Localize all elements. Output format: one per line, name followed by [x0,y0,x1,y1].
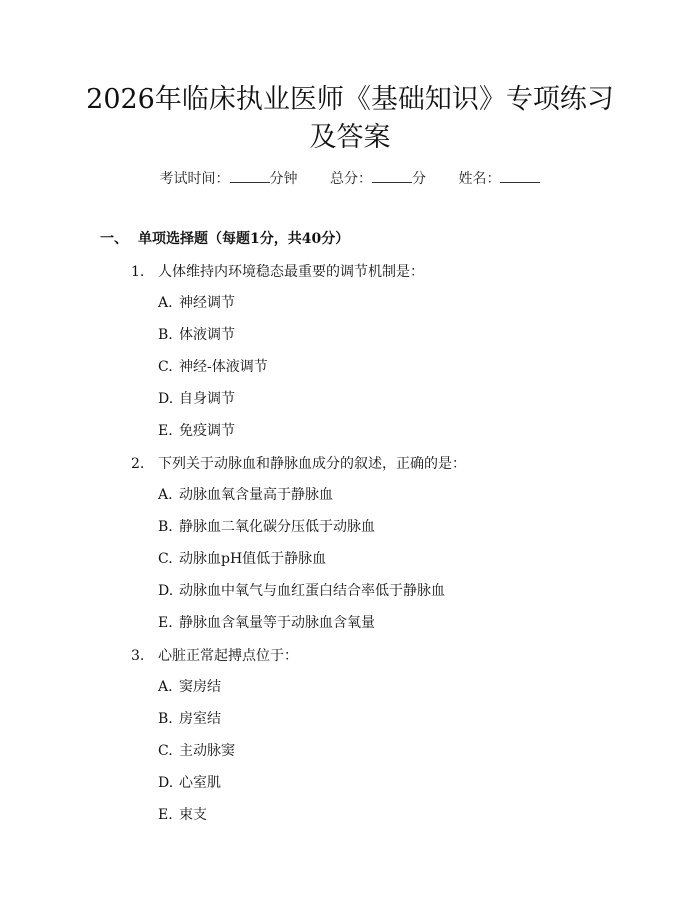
option-text: 动脉血中氧气与血红蛋白结合率低于静脉血 [179,583,445,599]
question-3-option-d [158,772,221,792]
question-text: 心脏正常起搏点位于： [158,648,298,664]
option-text: 心室肌 [179,775,221,791]
exam-name-blank [500,170,540,183]
question-2-option-a [158,484,333,504]
exam-score-label: 总分： [330,171,372,187]
question-3-option-e [158,804,207,824]
exam-time-label: 考试时间： [159,171,230,187]
question-2 [131,453,466,473]
option-text: 体液调节 [179,327,235,343]
question-1-option-b [158,324,235,344]
question-3-option-a [158,676,221,696]
exam-name-label: 姓名： [458,171,501,187]
option-letter: E. [158,423,173,439]
question-2-option-b [158,516,375,536]
question-1-option-c [158,356,268,376]
option-text: 神经调节 [179,295,235,311]
page-title-line2: 及答案 [309,122,391,153]
option-text: 静脉血二氧化碳分压低于动脉血 [179,519,375,535]
option-letter: B. [158,711,173,727]
question-2-option-c [158,548,326,568]
option-text: 窦房结 [179,679,221,695]
option-letter: D. [158,391,174,407]
option-text: 房室结 [179,711,221,727]
question-3 [131,645,298,665]
question-1-option-d [158,388,235,408]
question-text: 人体维持内环境稳态最重要的调节机制是： [158,264,424,280]
option-text: 免疫调节 [179,423,235,439]
exam-score-blank [372,170,412,183]
option-text: 自身调节 [179,391,235,407]
question-1-option-a [158,292,235,312]
exam-score [330,171,430,187]
exam-meta [0,168,700,188]
option-text: 静脉血含氧量等于动脉血含氧量 [179,615,375,631]
question-number: 2. [131,456,145,472]
question-2-option-d [158,580,445,600]
option-text: 动脉血氧含量高于静脉血 [179,487,333,503]
option-letter: B. [158,327,173,343]
exam-time [160,171,302,187]
option-letter: A. [158,295,173,311]
question-3-option-c [158,740,235,760]
option-letter: C. [158,551,173,567]
section-heading [100,228,349,248]
option-letter: B. [158,519,173,535]
option-letter: E. [158,615,173,631]
exam-name [458,171,540,187]
option-text: 动脉血pH值低于静脉血 [179,551,327,567]
option-text: 主动脉窦 [179,743,235,759]
option-letter: A. [158,487,173,503]
question-1 [131,261,424,281]
option-letter: D. [158,775,174,791]
question-number: 1. [131,264,145,280]
option-letter: C. [158,743,173,759]
question-1-option-e [158,420,235,440]
option-letter: A. [158,679,173,695]
question-2-option-e [158,612,375,632]
section-title: 单项选择题（每题1分，共40分） [138,231,350,247]
question-3-option-b [158,708,221,728]
option-letter: C. [158,359,173,375]
option-text: 神经-体液调节 [179,359,268,375]
option-text: 束支 [179,807,207,823]
option-letter: D. [158,583,174,599]
page-title-line1: 2026年临床执业医师《基础知识》专项练习 [86,84,614,115]
exam-score-unit: 分 [412,171,426,187]
exam-time-blank [230,170,270,183]
option-letter: E. [158,807,173,823]
question-text: 下列关于动脉血和静脉血成分的叙述，正确的是： [158,456,466,472]
exam-time-unit: 分钟 [269,171,298,187]
section-number: 一、 [100,231,128,247]
question-number: 3. [131,648,145,664]
